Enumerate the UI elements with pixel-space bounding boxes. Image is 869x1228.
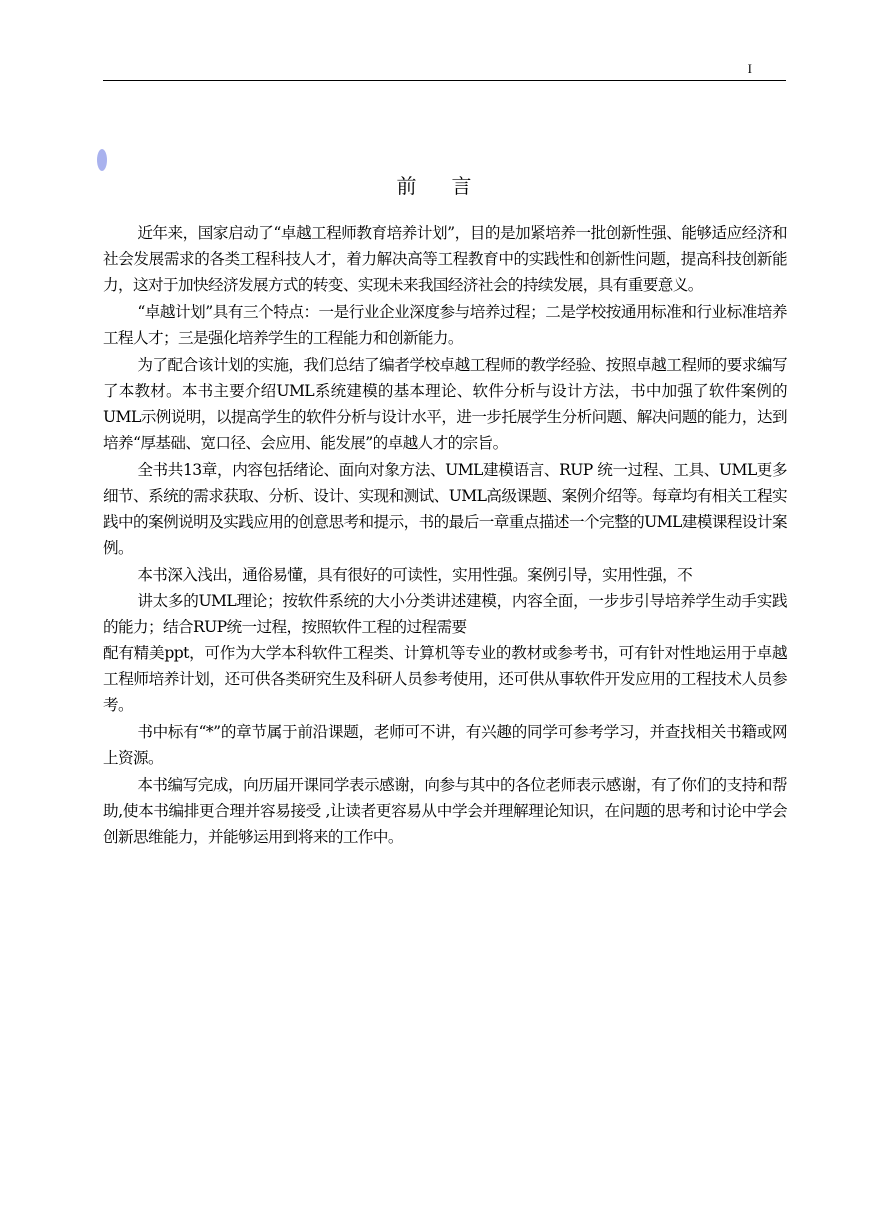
paragraph-3: 为了配合该计划的实施，我们总结了编者学校卓越工程师的教学经验、按照卓越工程师的要求编写了本教材。本书主要介绍UML系统建模的基本理论、软件分析与设计方法，书中加强了软件案例的UML示例说明，以提高学生的软件分析与设计水平，进一步托展学生分析问题、解决问题的能力，达到培养“厚基础、宽口径、会应用、能发展”的卓越人才的宗旨。 [103,356,787,452]
page-header [103,58,786,81]
bullet-marker-icon [97,149,107,171]
paragraph-1: 近年来，国家启动了“卓越工程师教育培养计划”，目的是加紧培养一批创新性强、能够适应经济和社会发展需求的各类工程科技人才，着力解决高等工程教育中的实践性和创新性问题，提高科技创新能力，这对于加快经济发展方式的转变、实现未来我国经济社会的持续发展，具有重要意义。 [103,224,787,294]
paragraph-5: 本书深入浅出，通俗易懂，具有很好的可读性，实用性强。案例引导，实用性强，不 [137,566,693,584]
paragraph-9: 本书编写完成，向历届开课同学表示感谢，向参与其中的各位老师表示感谢，有了你们的支持和帮助,使本书编排更合理并容易接受 ,让读者更容易从中学会并理解理论知识，在问题的思考和讨论中学会创新思维能力，并能够运用到将来的工作中。 [103,776,787,846]
paragraph-8: 书中标有“*”的章节属于前沿课题，老师可不讲，有兴趣的同学可参考学习，并查找相关书籍或网上资源。 [103,723,787,767]
preface-body [103,220,787,850]
paragraph-6: 讲太多的UML理论；按软件系统的大小分类讲述建模，内容全面，一步步引导培养学生动手实践的能力；结合RUP统一过程，按照软件工程的过程需要 [103,592,787,636]
page-number: I [747,61,752,76]
paragraph-4: 全书共13章，内容包括绪论、面向对象方法、UML建模语言、RUP 统一过程、工具、UML更多细节、系统的需求获取、分析、设计、实现和测试、UML高级课题、案例介绍等。每章均有相关工程实践中的案例说明及实践应用的创意思考和提示，书的最后一章重点描述一个完整的UML建模课程设计案例。 [103,461,787,557]
title-char-2: 言 [451,174,473,198]
title-char-1: 前 [396,174,418,198]
paragraph-7: 配有精美ppt，可作为大学本科软件工程类、计算机等专业的教材或参考书，可有针对性地运用于卓越工程师培养计划，还可供各类研究生及科研人员参考使用，还可供从事软件开发应用的工程技术人员参考。 [103,644,787,714]
page-title [0,172,869,200]
paragraph-2: “卓越计划”具有三个特点：一是行业企业深度参与培养过程；二是学校按通用标准和行业标准培养工程人才；三是强化培养学生的工程能力和创新能力。 [103,303,787,347]
